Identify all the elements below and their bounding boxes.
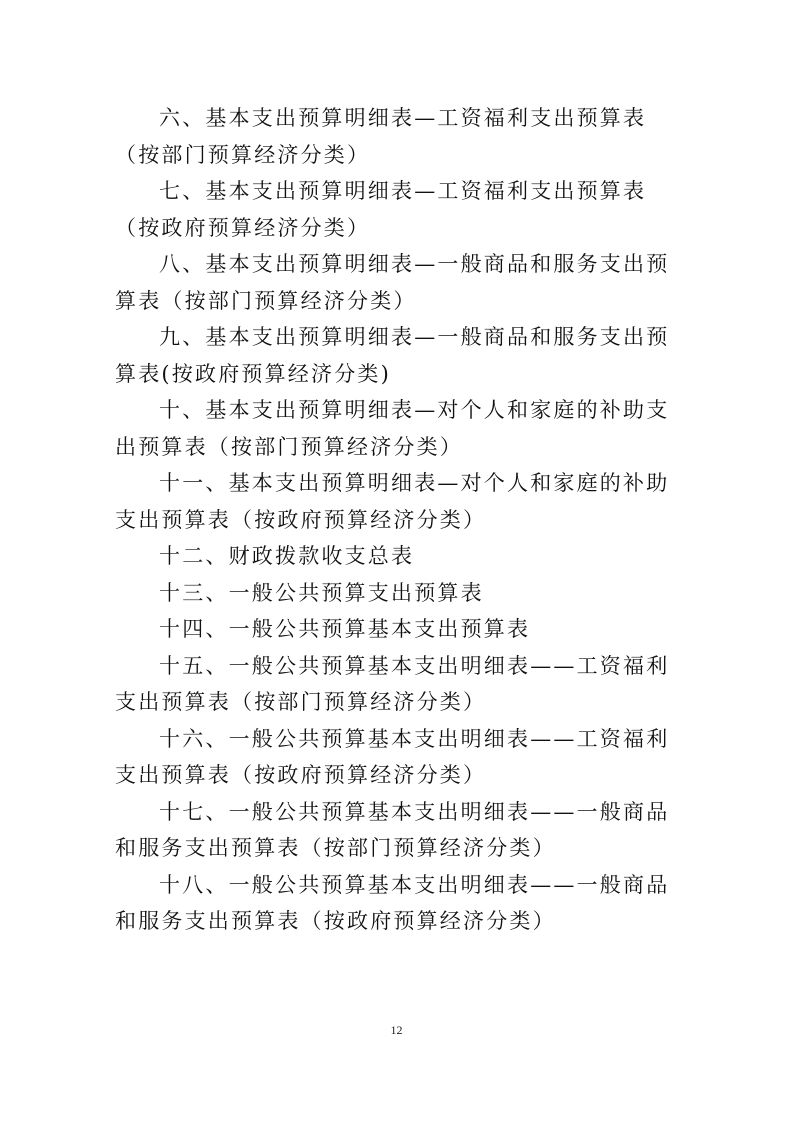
table-of-contents-list bbox=[115, 100, 685, 940]
list-item: 十七、一般公共预算基本支出明细表——一般商品和服务支出预算表（按部门预算经济分类） bbox=[115, 799, 670, 860]
list-item: 十五、一般公共预算基本支出明细表——工资福利支出预算表（按部门预算经济分类） bbox=[115, 653, 670, 714]
list-item: 八、基本支出预算明细表—一般商品和服务支出预算表（按部门预算经济分类） bbox=[115, 252, 670, 313]
list-item: 七、基本支出预算明细表—工资福利支出预算表（按政府预算经济分类） bbox=[115, 179, 647, 240]
list-item: 十一、基本支出预算明细表—对个人和家庭的补助支出预算表（按政府预算经济分类） bbox=[115, 471, 670, 532]
list-item: 六、基本支出预算明细表—工资福利支出预算表（按部门预算经济分类） bbox=[115, 106, 647, 167]
list-item: 十三、一般公共预算支出预算表 bbox=[159, 580, 484, 605]
list-item: 十二、财政拨款收支总表 bbox=[159, 544, 415, 568]
page-number: 12 bbox=[390, 1023, 403, 1037]
list-item: 十八、一般公共预算基本支出明细表——一般商品和服务支出预算表（按政府预算经济分类） bbox=[115, 872, 670, 933]
list-item: 十、基本支出预算明细表—对个人和家庭的补助支出预算表（按部门预算经济分类） bbox=[115, 398, 670, 459]
list-item: 九、基本支出预算明细表—一般商品和服务支出预算表(按政府预算经济分类) bbox=[115, 325, 670, 386]
list-item: 十四、一般公共预算基本支出预算表 bbox=[159, 617, 531, 641]
list-item: 十六、一般公共预算基本支出明细表——工资福利支出预算表（按政府预算经济分类） bbox=[115, 726, 670, 787]
